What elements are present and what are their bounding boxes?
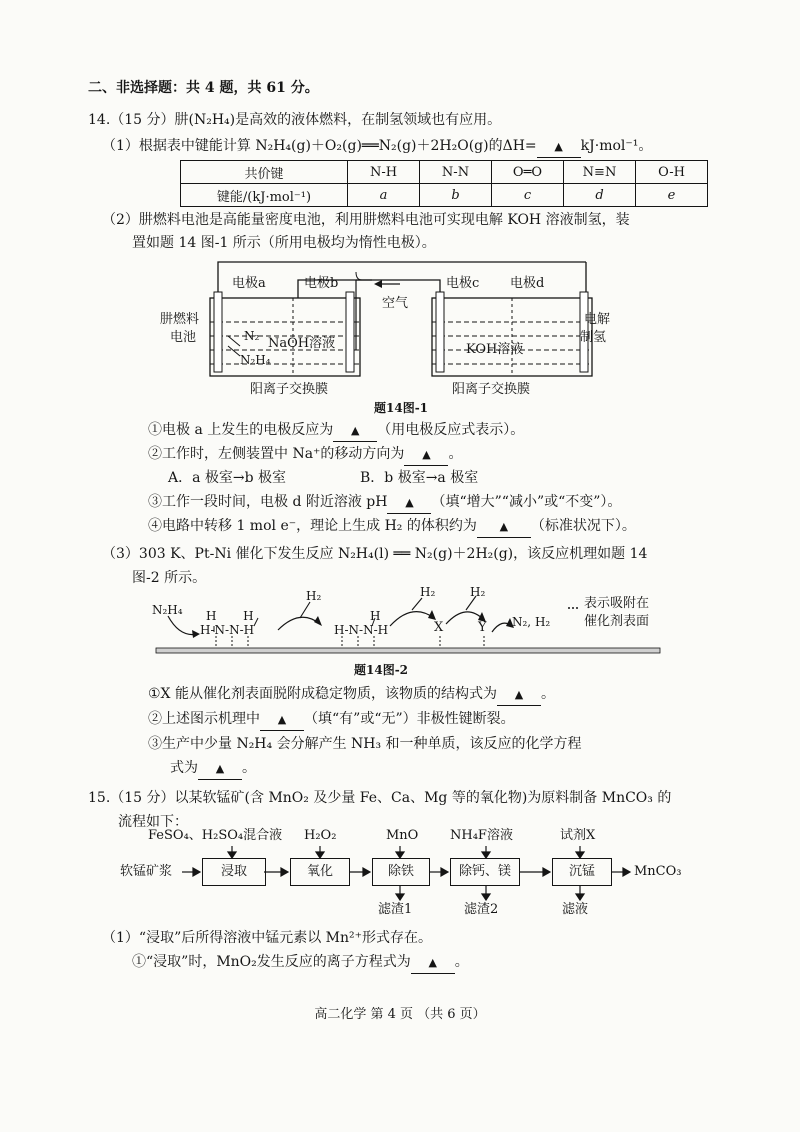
fig2-h2-1: H₂ (306, 589, 322, 603)
electrode-d-label: 电极d (510, 276, 545, 291)
figure-14-1 (150, 250, 630, 410)
table-row (181, 161, 708, 184)
residue-2: 滤渣2 (464, 902, 499, 917)
option-a[interactable]: A．a 极室→b 极室 (168, 470, 287, 486)
answer-blank[interactable]: ▲ (411, 952, 455, 974)
membrane-right-label: 阳离子交换膜 (452, 382, 531, 397)
fig2-molecule-2-h: H (370, 609, 381, 623)
electrolysis-label: 电解 (584, 312, 611, 327)
answer-blank[interactable]: ▲ (260, 709, 304, 731)
answer-blank[interactable]: ▲ (387, 492, 431, 514)
answer-blank[interactable]: ▲ (497, 684, 541, 706)
q14-part3-line2: 图-2 所示。 (132, 570, 207, 586)
q14-2-1: ①电极 a 上发生的电极反应为 ▲ （用电极反应式表示）。 (148, 420, 524, 442)
option-b[interactable]: B．b 极室→a 极室 (360, 470, 479, 486)
q15-intro-line1: 15.（15 分）以某软锰矿(含 MnO₂ 及少量 Fe、Ca、Mg 等的氧化物)为原料制备 MnCO₃ 的 (88, 790, 672, 806)
residue-1: 滤渣1 (378, 902, 413, 917)
table-row (181, 184, 708, 207)
flow-step-ca-mg-removal: 除钙、镁 (450, 858, 520, 886)
koh-label: KOH溶液 (466, 342, 524, 357)
q14-3-1: ①X 能从催化剂表面脱附成稳定物质，该物质的结构式为 ▲ 。 (148, 684, 555, 706)
flow-step-iron-removal: 除铁 (372, 858, 430, 886)
flow-step-oxidize: 氧化 (290, 858, 350, 886)
q14-3-2: ②上述图示机理中 ▲ （填“有”或“无”）非极性键断裂。 (148, 709, 515, 731)
fig2-molecule-1: H-N-N-H (200, 623, 255, 637)
fig2-n2h4: N₂H₄ (152, 603, 183, 617)
fig2-x: X (434, 620, 444, 635)
answer-blank[interactable]: ▲ (477, 516, 531, 538)
flow-output: MnCO₃ (634, 864, 682, 879)
q14-3-3-line1: ③生产中少量 N₂H₄ 会分解产生 NH₃ 和一种单质，该反应的化学方程 (148, 736, 582, 752)
fuel-cell-label: 肼燃料 (160, 312, 200, 327)
electrode-b-label: 电极b (304, 276, 339, 291)
fig2-h2-3: H₂ (470, 585, 486, 599)
table-header-cell: O═O (492, 161, 564, 184)
membrane-left-label: 阳离子交换膜 (250, 382, 329, 397)
q14-2-2: ②工作时，左侧装置中 Na⁺的移动方向为 ▲ 。 (148, 444, 462, 466)
table-header-cell: O-H (636, 161, 708, 184)
q14-part1 (102, 136, 652, 158)
fig2-h2-2: H₂ (420, 585, 436, 599)
bond-energy-table (180, 160, 708, 207)
flow-step-leach: 浸取 (202, 858, 266, 886)
fuel-cell-label-2: 电池 (170, 330, 197, 345)
answer-blank[interactable]: ▲ (404, 444, 448, 466)
table-cell: c (523, 187, 532, 203)
q14-part2-line1: （2）肼燃料电池是高能量密度电池，利用肼燃料电池可实现电解 KOH 溶液制氢，装 (102, 212, 630, 228)
filtrate: 滤液 (562, 902, 589, 917)
reagent-2: H₂O₂ (304, 828, 337, 843)
naoh-label: NaOH溶液 (268, 336, 336, 351)
fig2-legend-1: 表示吸附在 (584, 596, 650, 611)
flow-input: 软锰矿浆 (120, 864, 173, 879)
q14-2-4: ④电路中转移 1 mol e⁻，理论上生成 H₂ 的体积约为 ▲ （标准状况下）。 (148, 516, 636, 538)
table-cell: a (379, 187, 388, 203)
reagent-3: MnO (386, 828, 419, 843)
table-cell: b (451, 187, 460, 203)
hydrogen-label: 制氢 (580, 330, 607, 345)
section-header: 二、非选择题：共 4 题，共 61 分。 (88, 80, 319, 96)
q15-part1-1: ①“浸取”时，MnO₂发生反应的离子方程式为 ▲ 。 (132, 952, 469, 974)
table-header-cell: 共价键 (181, 161, 348, 184)
q14-part1-unit: kJ·mol⁻¹。 (580, 138, 653, 154)
table-row-label: 键能/(kJ·mol⁻¹) (181, 184, 348, 207)
answer-blank[interactable]: ▲ (333, 420, 377, 442)
table-header-cell: N-N (420, 161, 492, 184)
reagent-1: FeSO₄、H₂SO₄混合液 (148, 828, 283, 843)
reagent-5: 试剂X (560, 828, 596, 843)
electrode-a-label: 电极a (232, 276, 266, 291)
q14-part3-line1: （3）303 K、Pt-Ni 催化下发生反应 N₂H₄(l) ══ N₂(g)＋2H₂(g)，该反应机理如题 14 (102, 546, 648, 562)
q14-part1-text: （1）根据表中键能计算 N₂H₄(g)＋O₂(g)══N₂(g)＋2H₂O(g)的ΔH= (102, 138, 537, 154)
fig2-products: N₂, H₂ (512, 615, 551, 629)
page-footer: 高二化学 第 4 页 （共 6 页） (314, 1007, 486, 1022)
fig2-legend-2: 催化剂表面 (584, 614, 650, 629)
answer-blank[interactable]: ▲ (198, 758, 242, 780)
fig2-y: Y (478, 620, 487, 635)
table-cell: e (667, 187, 676, 203)
answer-blank[interactable]: ▲ (537, 136, 581, 158)
figure-1-caption: 题14图-1 (374, 401, 429, 415)
figure-2-caption: 题14图-2 (354, 663, 409, 677)
q14-part2-line2: 置如题 14 图-1 所示（所用电极均为惰性电极）。 (132, 235, 436, 251)
table-header-cell: N≡N (564, 161, 636, 184)
q14-2-3: ③工作一段时间，电极 d 附近溶液 pH ▲ （填“增大”“减小”或“不变”）。 (148, 492, 621, 514)
n2h4-label: N₂H₄ (240, 353, 271, 367)
q15-part1: （1）“浸取”后所得溶液中锰元素以 Mn²⁺形式存在。 (102, 930, 433, 946)
q14-3-3-line2: 式为 ▲ 。 (170, 758, 256, 780)
fig2-molecule-2: H-N-N-H (334, 623, 389, 637)
table-header-cell: N-H (348, 161, 420, 184)
fig2-molecule-top: H H (206, 609, 254, 623)
q14-intro: 14.（15 分）肼(N₂H₄)是高效的液体燃料，在制氢领域也有应用。 (88, 112, 502, 128)
table-cell: d (595, 187, 604, 203)
reagent-4: NH₄F溶液 (450, 828, 513, 843)
air-label: 空气 (382, 296, 409, 311)
flow-step-mn-precipitation: 沉锰 (552, 858, 612, 886)
electrode-c-label: 电极c (446, 276, 480, 291)
q15-intro-line2: 流程如下： (118, 814, 188, 830)
n2-label: N₂ (244, 329, 260, 343)
